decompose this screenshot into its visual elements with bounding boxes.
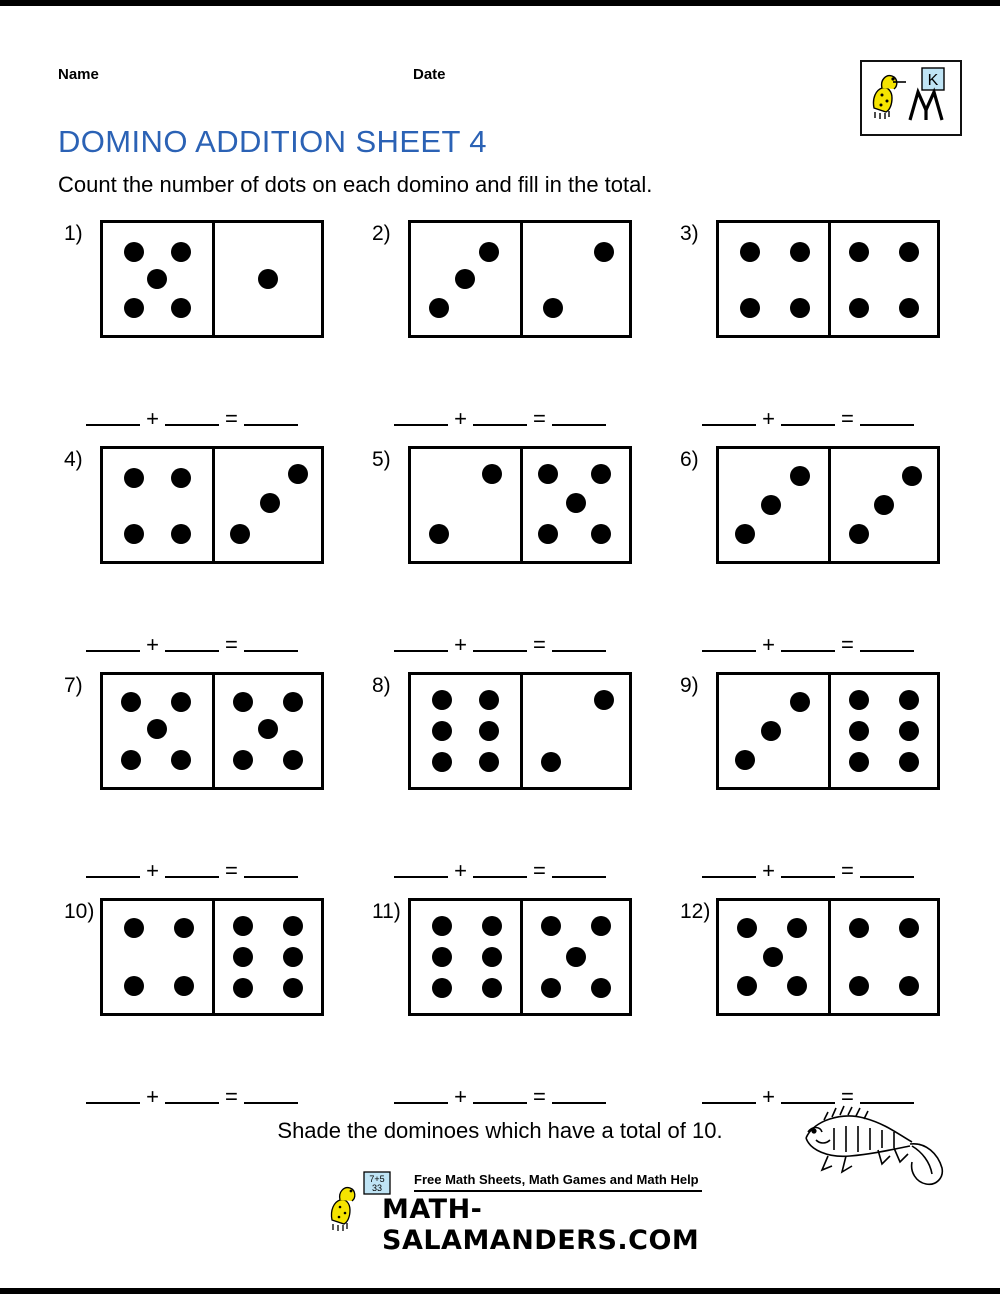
domino-dot	[566, 493, 586, 513]
problem-number: 11)	[372, 900, 401, 923]
domino-dot	[761, 721, 781, 741]
domino-dot	[121, 750, 141, 770]
addend-2-blank[interactable]	[473, 857, 527, 878]
total-blank[interactable]	[244, 405, 298, 426]
domino-dot	[124, 298, 144, 318]
addend-1-blank[interactable]	[702, 405, 756, 426]
domino-dot	[174, 918, 194, 938]
domino-dot	[124, 524, 144, 544]
equals-sign: =	[225, 858, 238, 883]
problem-number: 10)	[64, 900, 95, 923]
addend-2-blank[interactable]	[165, 1083, 219, 1104]
domino-tile[interactable]	[716, 220, 940, 338]
addend-1-blank[interactable]	[702, 857, 756, 878]
plus-sign: +	[454, 1084, 467, 1109]
domino-tile[interactable]	[100, 898, 324, 1016]
domino-dot	[233, 916, 253, 936]
domino-half-right	[828, 223, 937, 335]
domino-dot	[849, 524, 869, 544]
problem-6	[654, 444, 962, 662]
domino-dot	[482, 464, 502, 484]
domino-dot	[171, 468, 191, 488]
domino-dot	[124, 976, 144, 996]
domino-dot	[283, 750, 303, 770]
domino-half-left	[719, 675, 828, 787]
total-blank[interactable]	[244, 631, 298, 652]
domino-dot	[737, 918, 757, 938]
lizard-doodle	[794, 1098, 954, 1208]
problem-grid	[38, 218, 962, 1114]
domino-dot	[482, 916, 502, 936]
addend-2-blank[interactable]	[473, 405, 527, 426]
domino-dot	[849, 918, 869, 938]
answer-line	[346, 857, 654, 884]
domino-dot	[479, 242, 499, 262]
domino-dot	[594, 242, 614, 262]
footer-brand-block	[322, 1170, 702, 1256]
domino-half-left	[103, 675, 212, 787]
domino-dot	[147, 269, 167, 289]
domino-half-right	[520, 901, 629, 1013]
problem-number: 5)	[372, 448, 391, 471]
svg-text:K: K	[927, 72, 939, 89]
plus-sign: +	[146, 632, 159, 657]
plus-sign: +	[454, 858, 467, 883]
total-blank[interactable]	[244, 857, 298, 878]
domino-dot	[790, 242, 810, 262]
footer-tagline: Free Math Sheets, Math Games and Math Help	[414, 1172, 699, 1187]
problem-number: 2)	[372, 222, 391, 245]
domino-half-right	[212, 901, 321, 1013]
domino-dot	[737, 976, 757, 996]
domino-tile[interactable]	[408, 220, 632, 338]
problem-7	[38, 670, 346, 888]
domino-dot	[432, 916, 452, 936]
problem-12	[654, 896, 962, 1114]
domino-dot	[591, 524, 611, 544]
domino-dot	[899, 918, 919, 938]
problem-3	[654, 218, 962, 436]
addend-2-blank[interactable]	[165, 631, 219, 652]
page-title: DOMINO ADDITION SHEET 4	[58, 124, 487, 159]
domino-dot	[735, 750, 755, 770]
domino-dot	[432, 978, 452, 998]
domino-dot	[288, 464, 308, 484]
domino-dot	[899, 721, 919, 741]
svg-text:7+5: 7+5	[369, 1174, 385, 1184]
domino-dot	[899, 976, 919, 996]
answer-line	[346, 1083, 654, 1110]
domino-dot	[258, 719, 278, 739]
domino-dot	[899, 298, 919, 318]
shade-instruction: Shade the dominoes which have a total of 10.	[277, 1118, 723, 1143]
total-blank[interactable]	[244, 1083, 298, 1104]
domino-half-left	[103, 223, 212, 335]
domino-dot	[763, 947, 783, 967]
total-blank[interactable]	[552, 1083, 606, 1104]
problem-2	[346, 218, 654, 436]
domino-dot	[761, 495, 781, 515]
problem-number: 6)	[680, 448, 699, 471]
problem-1	[38, 218, 346, 436]
domino-dot	[740, 298, 760, 318]
domino-half-left	[103, 449, 212, 561]
addend-1-blank[interactable]	[394, 857, 448, 878]
domino-tile[interactable]	[716, 446, 940, 564]
plus-sign: +	[146, 1084, 159, 1109]
addend-1-blank[interactable]	[86, 857, 140, 878]
domino-dot	[541, 978, 561, 998]
problem-number: 4)	[64, 448, 83, 471]
domino-dot	[432, 947, 452, 967]
addend-1-blank[interactable]	[86, 631, 140, 652]
domino-dot	[479, 721, 499, 741]
answer-line	[654, 857, 962, 884]
domino-half-left	[719, 449, 828, 561]
domino-tile[interactable]	[408, 672, 632, 790]
footer-brand-text: MATH-SALAMANDERS.COM	[382, 1194, 700, 1256]
answer-line	[38, 1083, 346, 1110]
plus-sign: +	[454, 406, 467, 431]
equals-sign: =	[225, 406, 238, 431]
domino-dot	[432, 721, 452, 741]
domino-dot	[479, 690, 499, 710]
problem-11	[346, 896, 654, 1114]
domino-dot	[790, 466, 810, 486]
domino-dot	[790, 692, 810, 712]
date-field-label: Date	[413, 66, 446, 83]
domino-dot	[230, 524, 250, 544]
domino-dot	[260, 493, 280, 513]
domino-dot	[432, 752, 452, 772]
domino-dot	[849, 242, 869, 262]
domino-tile[interactable]	[408, 898, 632, 1016]
domino-dot	[902, 466, 922, 486]
equals-sign: =	[225, 1084, 238, 1109]
domino-dot	[899, 752, 919, 772]
addend-1-blank[interactable]	[86, 1083, 140, 1104]
domino-dot	[171, 524, 191, 544]
domino-dot	[787, 976, 807, 996]
domino-dot	[283, 978, 303, 998]
addend-2-blank[interactable]	[165, 405, 219, 426]
answer-line	[654, 631, 962, 658]
addend-2-blank[interactable]	[165, 857, 219, 878]
plus-sign: +	[146, 858, 159, 883]
addend-2-blank[interactable]	[781, 405, 835, 426]
salamander-logo-graphic	[862, 62, 956, 130]
domino-tile[interactable]	[408, 446, 632, 564]
domino-dot	[124, 242, 144, 262]
svg-text:33: 33	[371, 1183, 383, 1193]
domino-dot	[233, 978, 253, 998]
plus-sign: +	[146, 406, 159, 431]
domino-half-right	[828, 675, 937, 787]
domino-dot	[171, 242, 191, 262]
equals-sign: =	[533, 858, 546, 883]
domino-dot	[455, 269, 475, 289]
domino-dot	[591, 464, 611, 484]
domino-dot	[538, 524, 558, 544]
problem-number: 9)	[680, 674, 699, 697]
problem-number: 3)	[680, 222, 699, 245]
equals-sign: =	[533, 406, 546, 431]
domino-dot	[233, 692, 253, 712]
domino-dot	[566, 947, 586, 967]
total-blank[interactable]	[552, 631, 606, 652]
domino-tile[interactable]	[100, 672, 324, 790]
answer-line	[38, 631, 346, 658]
domino-dot	[735, 524, 755, 544]
problem-8	[346, 670, 654, 888]
problem-10	[38, 896, 346, 1114]
plus-sign: +	[762, 632, 775, 657]
equals-sign: =	[841, 1084, 854, 1109]
domino-dot	[899, 242, 919, 262]
addend-1-blank[interactable]	[394, 631, 448, 652]
domino-dot	[594, 690, 614, 710]
problem-number: 8)	[372, 674, 391, 697]
equals-sign: =	[533, 1084, 546, 1109]
worksheet-header	[38, 40, 962, 112]
domino-tile[interactable]	[100, 220, 324, 338]
domino-half-right	[828, 449, 937, 561]
domino-dot	[899, 690, 919, 710]
equals-sign: =	[841, 406, 854, 431]
answer-line	[346, 631, 654, 658]
addend-2-blank[interactable]	[473, 631, 527, 652]
domino-half-left	[719, 223, 828, 335]
problem-4	[38, 444, 346, 662]
addend-1-blank[interactable]	[702, 631, 756, 652]
addend-1-blank[interactable]	[702, 1083, 756, 1104]
plus-sign: +	[454, 632, 467, 657]
domino-dot	[591, 916, 611, 936]
total-blank[interactable]	[860, 857, 914, 878]
domino-dot	[740, 242, 760, 262]
equals-sign: =	[841, 632, 854, 657]
domino-dot	[121, 692, 141, 712]
domino-dot	[849, 752, 869, 772]
domino-dot	[849, 721, 869, 741]
domino-dot	[849, 690, 869, 710]
footer-divider	[414, 1190, 702, 1192]
problem-9	[654, 670, 962, 888]
domino-dot	[429, 524, 449, 544]
addend-2-blank[interactable]	[781, 631, 835, 652]
domino-tile[interactable]	[716, 672, 940, 790]
problem-5	[346, 444, 654, 662]
domino-half-left	[719, 901, 828, 1013]
domino-half-right	[212, 675, 321, 787]
equals-sign: =	[225, 632, 238, 657]
plus-sign: +	[762, 1084, 775, 1109]
domino-half-right	[520, 675, 629, 787]
problem-number: 7)	[64, 674, 83, 697]
equals-sign: =	[533, 632, 546, 657]
domino-dot	[538, 464, 558, 484]
domino-dot	[543, 298, 563, 318]
domino-dot	[233, 750, 253, 770]
answer-line	[38, 405, 346, 432]
total-blank[interactable]	[860, 631, 914, 652]
addend-1-blank[interactable]	[86, 405, 140, 426]
domino-dot	[482, 978, 502, 998]
domino-dot	[171, 692, 191, 712]
domino-dot	[429, 298, 449, 318]
domino-half-left	[103, 901, 212, 1013]
domino-half-left	[411, 901, 520, 1013]
domino-dot	[174, 976, 194, 996]
domino-dot	[874, 495, 894, 515]
addend-2-blank[interactable]	[473, 1083, 527, 1104]
domino-dot	[258, 269, 278, 289]
domino-dot	[849, 298, 869, 318]
domino-dot	[233, 947, 253, 967]
problem-number: 1)	[64, 222, 83, 245]
domino-dot	[541, 916, 561, 936]
domino-dot	[479, 752, 499, 772]
domino-half-right	[520, 449, 629, 561]
domino-dot	[171, 298, 191, 318]
domino-half-right	[212, 223, 321, 335]
answer-line	[346, 405, 654, 432]
salamander-logo	[860, 60, 962, 136]
domino-dot	[787, 918, 807, 938]
answer-line	[654, 405, 962, 432]
domino-dot	[283, 916, 303, 936]
domino-half-right	[212, 449, 321, 561]
plus-sign: +	[762, 406, 775, 431]
domino-dot	[790, 298, 810, 318]
domino-dot	[283, 692, 303, 712]
addend-2-blank[interactable]	[781, 857, 835, 878]
domino-tile[interactable]	[716, 898, 940, 1016]
domino-dot	[432, 690, 452, 710]
total-blank[interactable]	[552, 405, 606, 426]
domino-dot	[124, 468, 144, 488]
equals-sign: =	[841, 858, 854, 883]
domino-tile[interactable]	[100, 446, 324, 564]
name-field-label: Name	[58, 66, 99, 83]
worksheet-footer	[0, 1110, 1000, 1270]
addend-1-blank[interactable]	[394, 405, 448, 426]
domino-dot	[147, 719, 167, 739]
domino-dot	[541, 752, 561, 772]
plus-sign: +	[762, 858, 775, 883]
total-blank[interactable]	[552, 857, 606, 878]
domino-half-right	[828, 901, 937, 1013]
domino-dot	[849, 976, 869, 996]
domino-half-left	[411, 223, 520, 335]
instructions-text: Count the number of dots on each domino and fill in the total.	[58, 172, 653, 197]
domino-dot	[591, 978, 611, 998]
total-blank[interactable]	[860, 405, 914, 426]
problem-number: 12)	[680, 900, 711, 923]
domino-half-left	[411, 449, 520, 561]
addend-1-blank[interactable]	[394, 1083, 448, 1104]
answer-line	[38, 857, 346, 884]
domino-dot	[124, 918, 144, 938]
domino-dot	[171, 750, 191, 770]
domino-dot	[283, 947, 303, 967]
domino-half-left	[411, 675, 520, 787]
domino-dot	[482, 947, 502, 967]
domino-half-right	[520, 223, 629, 335]
